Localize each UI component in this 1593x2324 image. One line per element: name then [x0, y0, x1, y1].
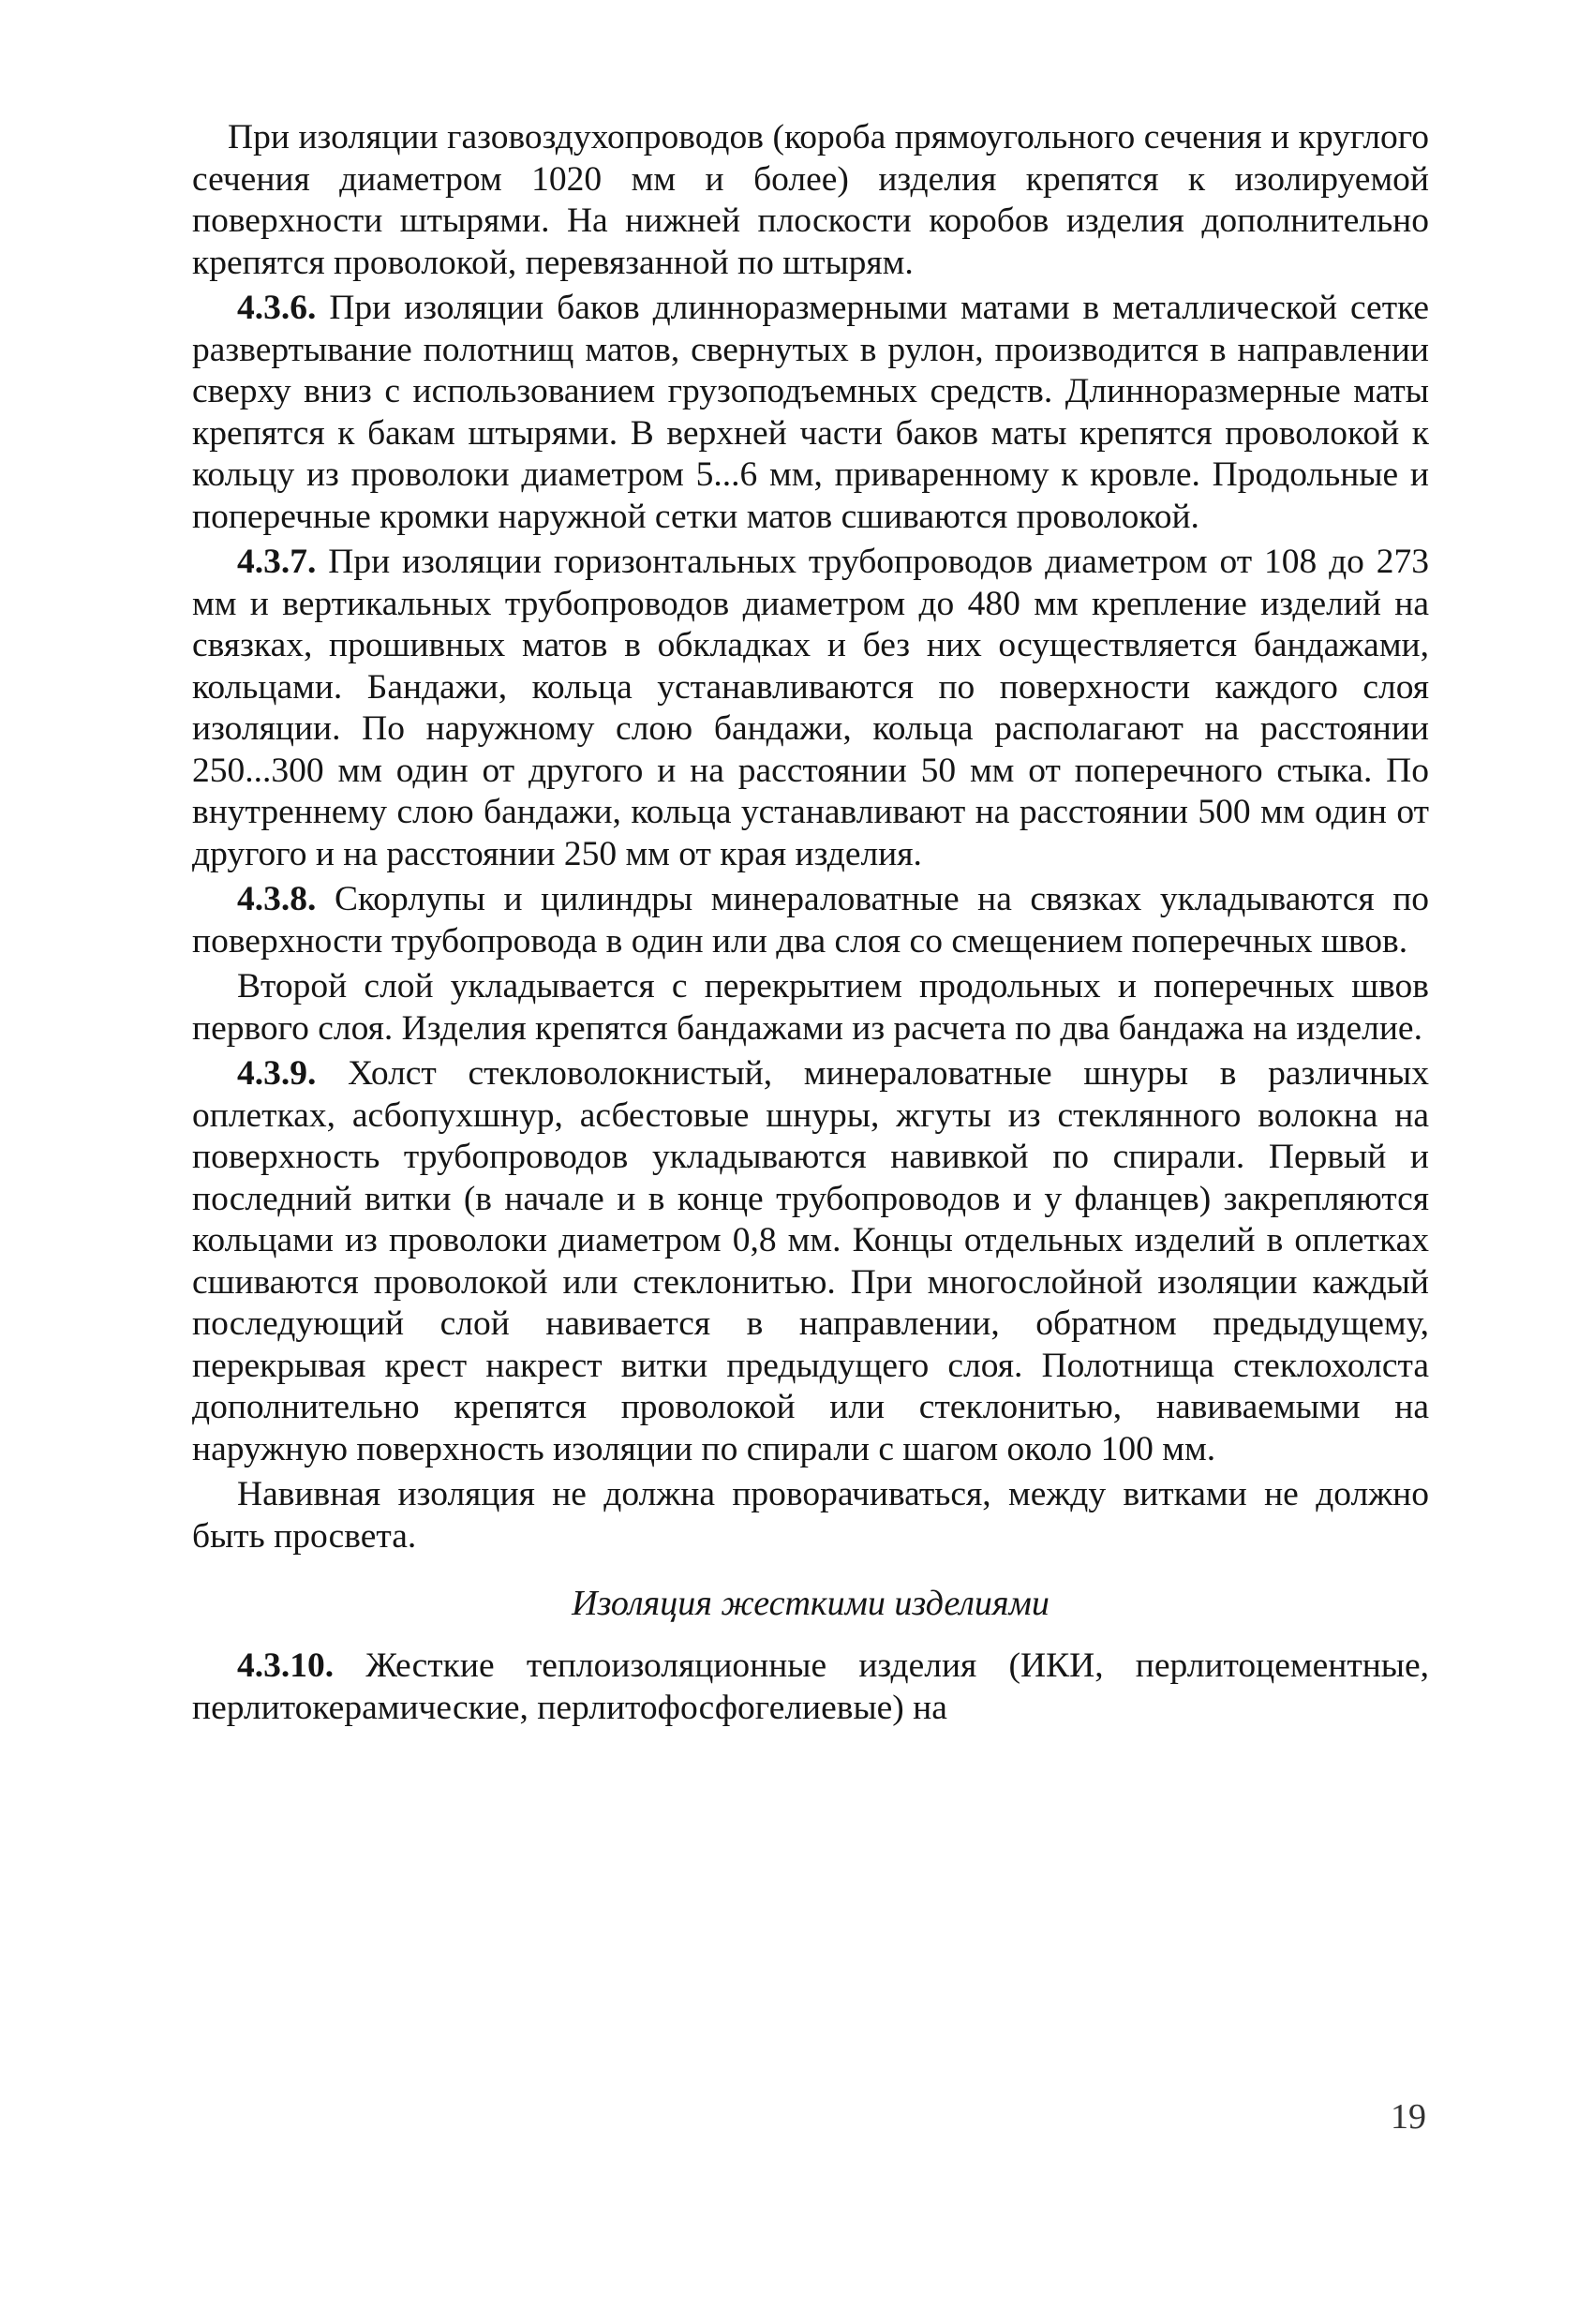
paragraph-text: Холст стекловолокнистый, минераловатные шнуры в различных оплетках, асбопухшнур, асбестовые шнуры, жгуты из стеклянного волокна на поверхность трубопроводов укладываются навивкой по спирали. Первый и последний витки (в начале и в конце трубопроводов и у фланцев) закрепляются кольцами из проволоки диаметром 0,8 мм. Концы отдельных изделий в оплетках сшиваются проволокой или стеклонитью. При многослойной изоляции каждый последующий слой навивается в направлении, обратном предыдущему, перекрывая крест накрест витки предыдущего слоя. Полотнища стеклохолста дополнительно крепятся проволокой или стеклонитью, навиваемыми на наружную поверхность изоляции по спирали с шагом около 100 мм. [192, 1054, 1429, 1468]
clause-number: 4.3.8. [237, 880, 317, 918]
page-number: 19 [1391, 2097, 1426, 2137]
paragraph-text: Навивная изоляция не должна проворачиваться, между витками не должно быть просвета. [192, 1475, 1429, 1556]
section-heading: Изоляция жесткими изделиями [572, 1584, 1050, 1623]
paragraph-gas-air-ducts [192, 117, 1429, 284]
paragraph-wound-insulation [192, 1474, 1429, 1557]
paragraph-4-3-10 [192, 1646, 1429, 1729]
paragraph-text: При изоляции горизонтальных трубопроводов диаметром от 108 до 273 мм и вертикальных трубопроводов диаметром до 480 мм крепление изделий на связках, прошивных матов в обкладках и без них осуществляется бандажами, кольцами. Бандажи, кольца устанавливаются по поверхности каждого слоя изоляции. По наружному слою бандажи, кольца располагают на расстоянии 250...300 мм один от другого и на расстоянии 50 мм от поперечного стыка. По внутреннему слою бандажи, кольца устанавливают на расстоянии 500 мм один от другого и на расстоянии 250 мм от края изделия. [192, 543, 1429, 873]
clause-number: 4.3.10. [237, 1646, 335, 1685]
clause-number: 4.3.9. [237, 1054, 317, 1093]
paragraph-text: При изоляции газовоздухопроводов (короба прямоугольного сечения и круглого сечения диаметром 1020 мм и более) изделия крепятся к изолируемой поверхности штырями. На нижней плоскости коробов изделия дополнительно крепятся проволокой, перевязанной по штырям. [192, 118, 1429, 282]
paragraph-second-layer [192, 966, 1429, 1050]
paragraph-text: Скорлупы и цилиндры минераловатные на связках укладываются по поверхности трубопровода в один или два слоя со смещением поперечных швов. [192, 880, 1430, 961]
document-page [192, 117, 1429, 1729]
paragraph-text: При изоляции баков длинноразмерными матами в металлической сетке развертывание полотнищ матов, свернутых в рулон, производится в направлении сверху вниз с использованием грузоподъемных средств. Длинноразмерные маты крепятся к бакам штырями. В верхней части баков маты крепятся проволокой к кольцу из проволоки диаметром 5...6 мм, приваренному к кровле. Продольные и поперечные кромки наружной сетки матов сшиваются проволокой. [192, 289, 1430, 536]
paragraph-4-3-7 [192, 542, 1429, 875]
paragraph-4-3-6 [192, 288, 1429, 538]
clause-number: 4.3.6. [237, 289, 317, 327]
paragraph-4-3-9 [192, 1053, 1429, 1470]
paragraph-text: Второй слой укладывается с перекрытием продольных и поперечных швов первого слоя. Изделия крепятся бандажами из расчета по два бандажа на изделие. [192, 967, 1429, 1048]
clause-number: 4.3.7. [237, 543, 317, 581]
paragraph-4-3-8 [192, 879, 1429, 962]
paragraph-text: Жесткие теплоизоляционные изделия (ИКИ, перлитоцементные, перлитокерамические, перлитофосфогелиевые) на [192, 1646, 1430, 1727]
